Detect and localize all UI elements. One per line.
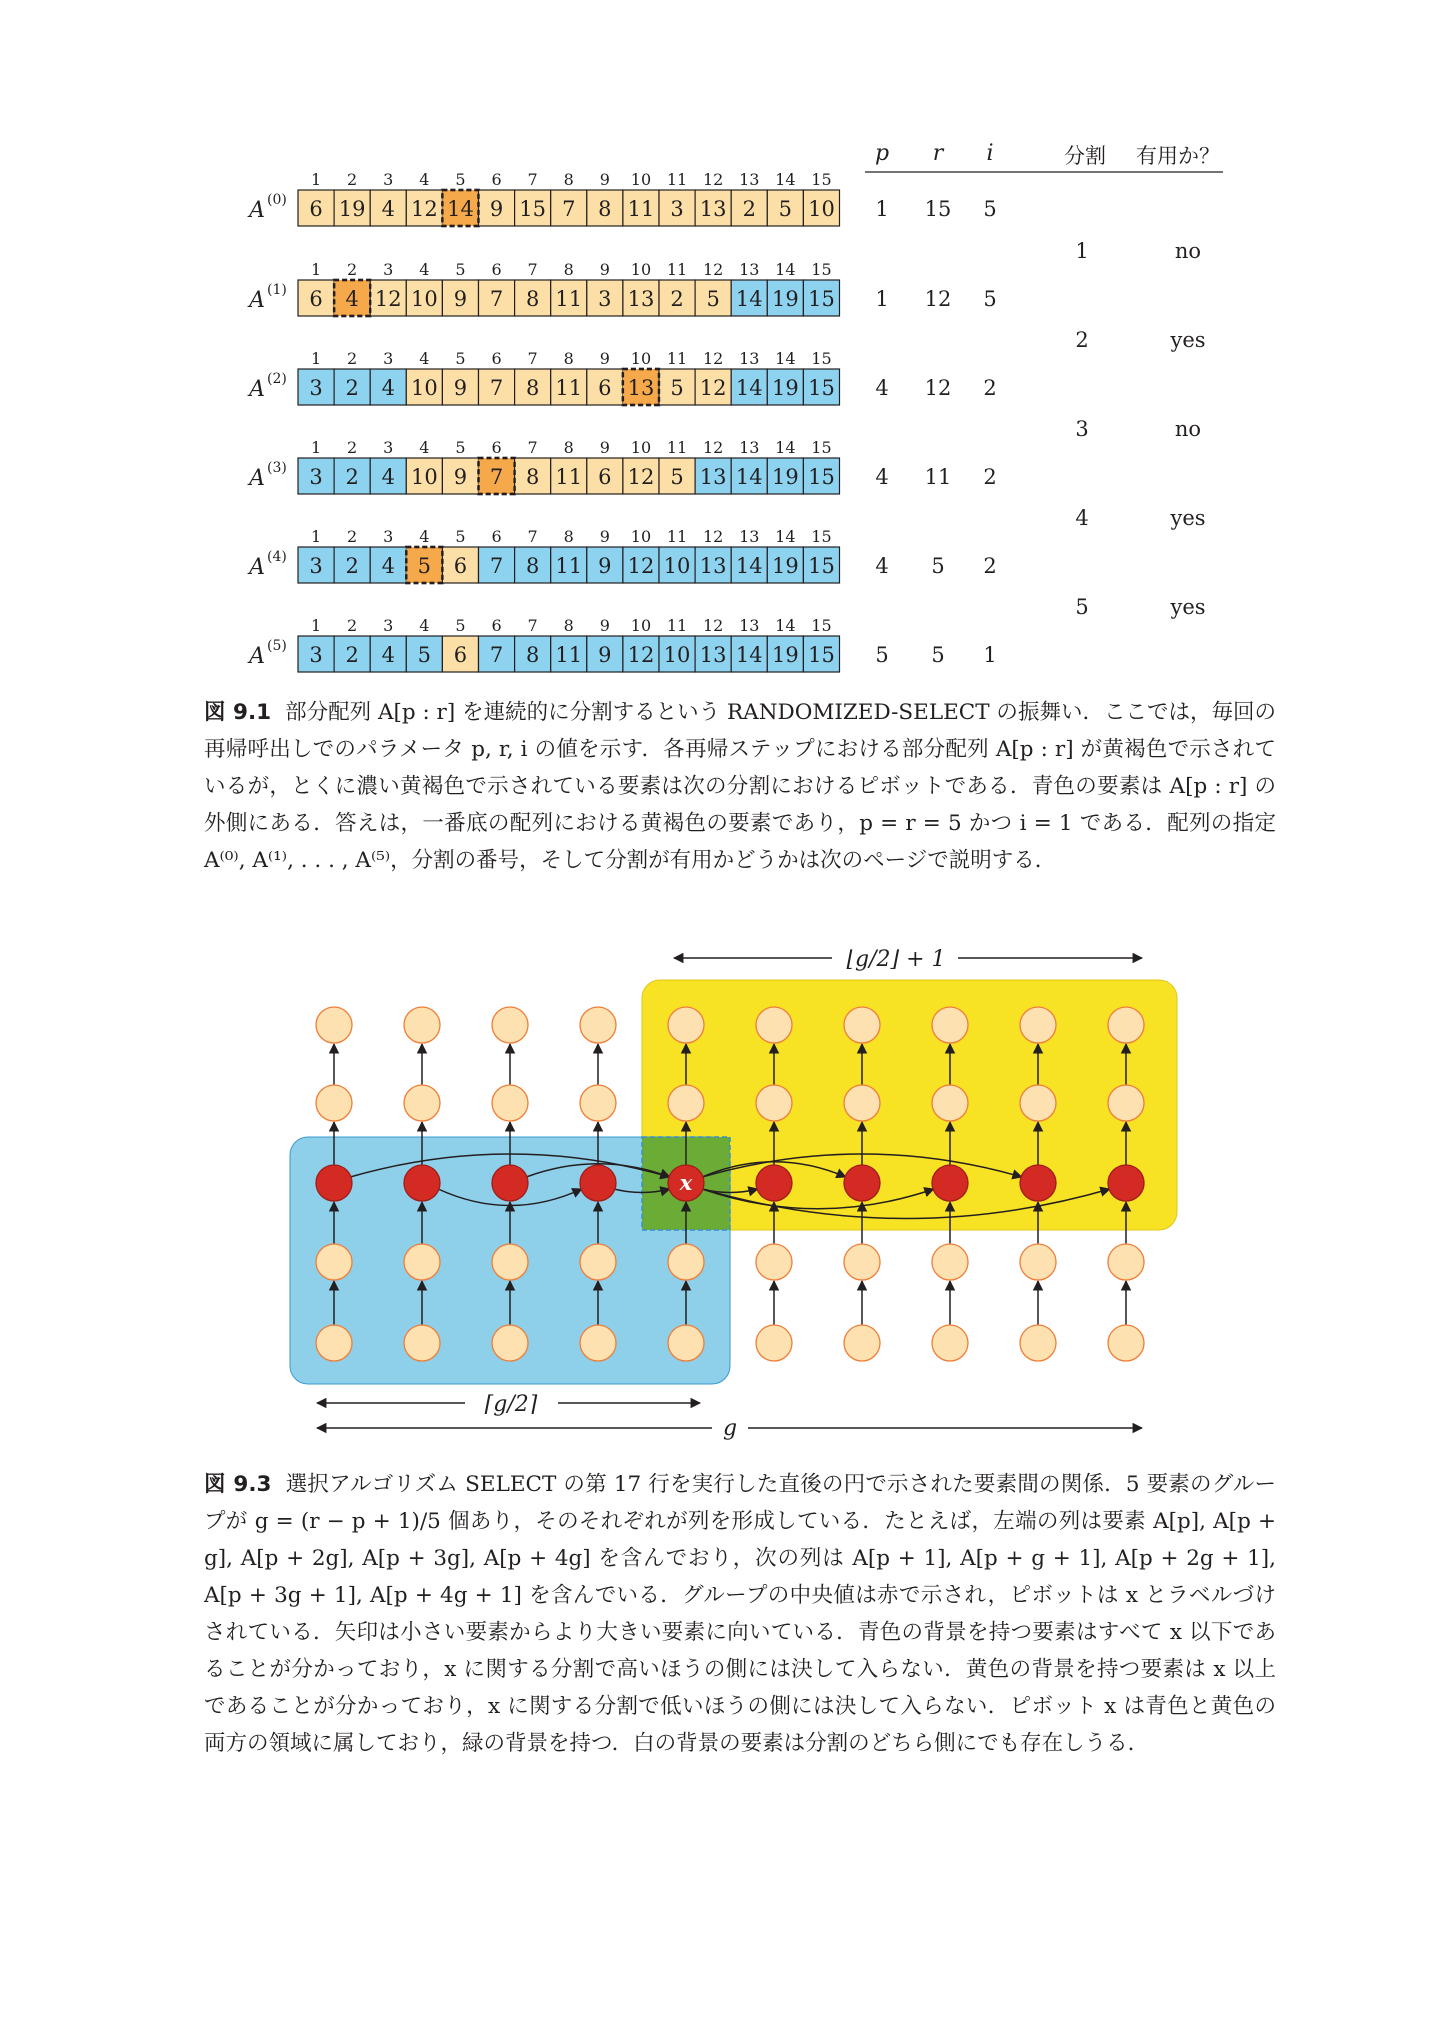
- index-label: 12: [702, 438, 724, 457]
- cell-value: 15: [808, 554, 835, 578]
- param-p: 5: [875, 643, 889, 667]
- cell-value: 3: [598, 287, 612, 311]
- index-label: 10: [630, 170, 652, 189]
- element-node: [844, 1244, 880, 1280]
- cell-value: 5: [670, 376, 684, 400]
- index-label: 3: [383, 616, 394, 635]
- index-label: 11: [666, 349, 688, 368]
- index-label: 4: [419, 260, 430, 279]
- header-p: p: [874, 141, 890, 166]
- cell-value: 6: [453, 643, 468, 667]
- element-node: [1020, 1325, 1056, 1361]
- index-label: 3: [383, 349, 394, 368]
- cell-value: 2: [742, 197, 756, 221]
- index-label: 3: [383, 438, 394, 457]
- row-label-sup: (1): [267, 282, 287, 298]
- index-label: 15: [811, 170, 832, 189]
- partition-useful: no: [1174, 239, 1202, 263]
- index-label: 12: [702, 260, 724, 279]
- index-label: 4: [419, 170, 430, 189]
- element-node: [668, 1244, 704, 1280]
- median-node: [1108, 1165, 1144, 1201]
- cell-value: 19: [771, 643, 799, 667]
- element-node: [316, 1085, 352, 1121]
- element-node: [1108, 1007, 1144, 1043]
- median-node: [492, 1165, 528, 1201]
- index-label: 1: [310, 349, 322, 368]
- index-label: 13: [739, 438, 760, 457]
- cell-value: 19: [338, 197, 366, 221]
- cell-value: 14: [735, 376, 763, 400]
- element-node: [404, 1244, 440, 1280]
- cell-value: 5: [778, 197, 793, 221]
- index-label: 11: [666, 260, 688, 279]
- cell-value: 19: [771, 554, 799, 578]
- index-label: 11: [666, 616, 688, 635]
- element-node: [932, 1325, 968, 1361]
- index-label: 7: [527, 349, 538, 368]
- element-node: [1108, 1085, 1144, 1121]
- index-label: 1: [310, 170, 322, 189]
- element-node: [492, 1325, 528, 1361]
- cell-value: 12: [627, 643, 655, 667]
- index-label: 9: [599, 170, 610, 189]
- cell-value: 12: [410, 197, 438, 221]
- param-r: 5: [931, 554, 945, 578]
- index-label: 12: [702, 527, 724, 546]
- index-label: 10: [630, 260, 652, 279]
- partition-useful: yes: [1170, 506, 1206, 530]
- row-label-sup: (2): [267, 371, 287, 387]
- median-node: [932, 1165, 968, 1201]
- param-r: 12: [924, 376, 952, 400]
- cell-value: 15: [808, 376, 835, 400]
- element-node: [932, 1085, 968, 1121]
- cell-value: 14: [735, 554, 763, 578]
- cell-value: 2: [345, 465, 359, 489]
- element-node: [756, 1007, 792, 1043]
- element-node: [316, 1007, 352, 1043]
- row-label-sup: (4): [267, 549, 287, 565]
- cell-value: 14: [735, 465, 763, 489]
- cell-value: 2: [345, 376, 359, 400]
- cell-value: 9: [598, 554, 612, 578]
- caption-text: 部分配列 A[p : r] を連続的に分割するという RANDOMIZED-SELECT の振舞い．ここでは，毎回の再帰呼出しでのパラメータ p, r, i の値を示す．各再帰ステップにおける部分配列 A[p : r] が黄褐色で示されているが，とくに濃い黄褐色で示されている要素は次の分割におけるピボットである．青色の要素は A[p : r] の外側にある．答えは，一番底の配列における黄褐色の要素であり，p = r = 5 かつ i = 1 である．配列の指定 A⁽⁰⁾, A⁽¹⁾, . . . , A⁽⁵⁾，分割の番号，そして分割が有用かどうかは次のページで説明する．: [204, 700, 1277, 873]
- cell-value: 9: [453, 465, 468, 489]
- index-label: 9: [599, 349, 610, 368]
- index-label: 6: [491, 616, 502, 635]
- element-node: [580, 1085, 616, 1121]
- row-label: A: [249, 555, 265, 580]
- cell-value: 4: [381, 643, 395, 667]
- cell-value: 14: [447, 197, 474, 221]
- element-node: [668, 1325, 704, 1361]
- element-node: [404, 1085, 440, 1121]
- median-node: [844, 1165, 880, 1201]
- cell-value: 12: [374, 287, 402, 311]
- param-i: 2: [983, 554, 997, 578]
- index-label: 1: [310, 260, 322, 279]
- index-label: 8: [563, 170, 574, 189]
- cell-value: 15: [808, 643, 835, 667]
- index-label: 12: [702, 170, 724, 189]
- cell-value: 4: [345, 287, 359, 311]
- cell-value: 4: [381, 197, 395, 221]
- index-label: 13: [739, 527, 760, 546]
- index-label: 8: [563, 438, 574, 457]
- figure-9-3: [0, 900, 1433, 1440]
- cell-value: 2: [345, 643, 359, 667]
- header-i: i: [986, 141, 994, 166]
- median-node: [580, 1165, 616, 1201]
- cell-value: 10: [410, 287, 438, 311]
- index-label: 15: [811, 438, 832, 457]
- caption-label: 図 9.1: [204, 700, 272, 725]
- cell-value: 9: [598, 643, 612, 667]
- cell-value: 8: [525, 554, 540, 578]
- element-node: [1020, 1244, 1056, 1280]
- cell-value: 7: [489, 287, 504, 311]
- element-node: [668, 1085, 704, 1121]
- index-label: 9: [599, 527, 610, 546]
- element-node: [844, 1085, 880, 1121]
- index-label: 5: [455, 438, 466, 457]
- cell-value: 3: [309, 376, 323, 400]
- index-label: 4: [419, 527, 430, 546]
- element-node: [932, 1244, 968, 1280]
- index-label: 4: [419, 349, 430, 368]
- index-label: 6: [491, 260, 502, 279]
- index-label: 8: [563, 260, 574, 279]
- index-label: 13: [739, 616, 760, 635]
- cell-value: 6: [453, 554, 468, 578]
- cell-value: 19: [771, 287, 799, 311]
- partition-number: 2: [1075, 328, 1089, 352]
- index-label: 5: [455, 616, 466, 635]
- ceil-span-label: ⌈g/2⌉: [484, 1392, 538, 1417]
- cell-value: 15: [808, 287, 835, 311]
- index-label: 9: [599, 616, 610, 635]
- index-label: 2: [347, 170, 358, 189]
- header-useful: 有用か？: [1136, 144, 1220, 168]
- cell-value: 10: [410, 376, 438, 400]
- element-node: [1108, 1325, 1144, 1361]
- cell-value: 10: [663, 643, 691, 667]
- element-node: [580, 1244, 616, 1280]
- index-label: 14: [775, 527, 796, 546]
- index-label: 3: [383, 260, 394, 279]
- param-p: 4: [875, 465, 889, 489]
- index-label: 14: [775, 349, 796, 368]
- param-r: 12: [924, 287, 952, 311]
- param-r: 15: [924, 197, 952, 221]
- param-i: 2: [983, 376, 997, 400]
- cell-value: 11: [555, 643, 583, 667]
- cell-value: 8: [525, 465, 540, 489]
- element-node: [1108, 1244, 1144, 1280]
- cell-value: 5: [417, 643, 432, 667]
- index-label: 2: [347, 616, 358, 635]
- cell-value: 19: [771, 465, 799, 489]
- index-label: 4: [419, 616, 430, 635]
- index-label: 11: [666, 170, 688, 189]
- index-label: 8: [563, 616, 574, 635]
- cell-value: 11: [555, 376, 583, 400]
- index-label: 5: [455, 170, 466, 189]
- index-label: 3: [383, 170, 394, 189]
- element-node: [316, 1325, 352, 1361]
- row-label-sup: (5): [267, 638, 287, 654]
- index-label: 15: [811, 260, 832, 279]
- element-node: [316, 1244, 352, 1280]
- element-node: [1020, 1007, 1056, 1043]
- caption-text-2: 選択アルゴリズム SELECT の第 17 行を実行した直後の円で示された要素間の関係．5 要素のグループが g = (r − p + 1)/5 個あり，そのそれぞれが列を形成している．たとえば，左端の列は要素 A[p], A[p + g], A[p + 2g], A[p + 3g], A[p + 4g] を含んでおり，次の列は A[p + 1], A[p + g + 1], A[p + 2g + 1], A[p + 3g + 1], A[p + 4g + 1] を含んでいる．グループの中央値は赤で示され，ピボットは x とラベルづけされている．矢印は小さい要素からより大きい要素に向いている．青色の背景を持つ要素はすべて x 以下であることが分かっており，x に関する分割で高いほうの側には決して入らない．黄色の背景を持つ要素は x 以上であることが分かっており，x に関する分割で低いほうの側には決して入らない．ピボット x は青色と黄色の両方の領域に属しており，緑の背景を持つ．白の背景の要素は分割のどちら側にでも存在しうる．: [204, 1472, 1276, 1756]
- cell-value: 3: [670, 197, 684, 221]
- index-label: 11: [666, 438, 688, 457]
- figure-9-1-caption: [204, 694, 1276, 879]
- cell-value: 4: [381, 465, 395, 489]
- element-node: [756, 1085, 792, 1121]
- element-node: [756, 1325, 792, 1361]
- index-label: 7: [527, 170, 538, 189]
- cell-value: 6: [309, 287, 323, 311]
- index-label: 7: [527, 616, 538, 635]
- element-node: [492, 1007, 528, 1043]
- element-node: [404, 1007, 440, 1043]
- partition-number: 3: [1075, 417, 1089, 441]
- cell-value: 7: [489, 465, 504, 489]
- index-label: 15: [811, 527, 832, 546]
- g-span-label: g: [722, 1416, 738, 1440]
- partition-number: 1: [1075, 239, 1089, 263]
- index-label: 6: [491, 349, 502, 368]
- index-label: 8: [563, 527, 574, 546]
- index-label: 13: [739, 260, 760, 279]
- cell-value: 5: [417, 554, 432, 578]
- index-label: 14: [775, 170, 796, 189]
- cell-value: 10: [808, 197, 835, 221]
- element-node: [492, 1085, 528, 1121]
- figure-9-1: [0, 0, 1433, 690]
- index-label: 12: [702, 616, 724, 635]
- row-label: A: [249, 288, 265, 313]
- param-r: 5: [931, 643, 945, 667]
- cell-value: 5: [706, 287, 720, 311]
- element-node: [932, 1007, 968, 1043]
- row-label: A: [249, 644, 265, 669]
- index-label: 1: [310, 527, 322, 546]
- cell-value: 6: [309, 197, 323, 221]
- param-p: 4: [875, 554, 889, 578]
- cell-value: 12: [699, 376, 727, 400]
- cell-value: 12: [627, 554, 655, 578]
- median-node: [404, 1165, 440, 1201]
- element-node: [580, 1007, 616, 1043]
- index-label: 5: [455, 527, 466, 546]
- cell-value: 2: [670, 287, 684, 311]
- element-node: [756, 1244, 792, 1280]
- index-label: 1: [310, 616, 322, 635]
- index-label: 13: [739, 349, 760, 368]
- cell-value: 12: [627, 465, 655, 489]
- cell-value: 7: [489, 376, 504, 400]
- cell-value: 3: [309, 554, 323, 578]
- partition-useful: yes: [1170, 328, 1206, 352]
- param-r: 11: [924, 465, 952, 489]
- row-label: A: [249, 377, 265, 402]
- cell-value: 5: [670, 465, 684, 489]
- cell-value: 13: [699, 465, 727, 489]
- cell-value: 13: [699, 643, 727, 667]
- cell-value: 15: [519, 197, 547, 221]
- partition-useful: yes: [1170, 595, 1206, 619]
- cell-value: 7: [562, 197, 576, 221]
- index-label: 5: [455, 349, 466, 368]
- row-label-sup: (0): [267, 192, 287, 208]
- cell-value: 9: [453, 287, 468, 311]
- element-node: [844, 1007, 880, 1043]
- median-node: [316, 1165, 352, 1201]
- element-node: [668, 1007, 704, 1043]
- cell-value: 8: [598, 197, 612, 221]
- index-label: 6: [491, 438, 502, 457]
- cell-value: 13: [699, 197, 727, 221]
- top-span-label: ⌊g/2⌋ + 1: [846, 947, 946, 972]
- cell-value: 3: [309, 643, 323, 667]
- cell-value: 2: [345, 554, 359, 578]
- param-i: 2: [983, 465, 997, 489]
- index-label: 11: [666, 527, 688, 546]
- cell-value: 6: [598, 465, 612, 489]
- element-node: [580, 1325, 616, 1361]
- cell-value: 13: [627, 287, 655, 311]
- index-label: 1: [310, 438, 322, 457]
- index-label: 14: [775, 616, 796, 635]
- index-label: 4: [419, 438, 430, 457]
- index-label: 2: [347, 260, 358, 279]
- index-label: 15: [811, 349, 832, 368]
- index-label: 15: [811, 616, 832, 635]
- index-label: 7: [527, 438, 538, 457]
- cell-value: 14: [735, 643, 763, 667]
- row-label: A: [249, 466, 265, 491]
- index-label: 9: [599, 260, 610, 279]
- figure-9-3-caption: [204, 1466, 1276, 1762]
- param-p: 1: [875, 287, 889, 311]
- cell-value: 11: [627, 197, 655, 221]
- cell-value: 10: [410, 465, 438, 489]
- index-label: 9: [599, 438, 610, 457]
- partition-useful: no: [1174, 417, 1202, 441]
- index-label: 10: [630, 438, 652, 457]
- param-i: 5: [983, 287, 997, 311]
- element-node: [844, 1325, 880, 1361]
- cell-value: 19: [771, 376, 799, 400]
- param-p: 4: [875, 376, 889, 400]
- index-label: 2: [347, 527, 358, 546]
- cell-value: 9: [453, 376, 468, 400]
- param-i: 5: [983, 197, 997, 221]
- element-node: [1020, 1085, 1056, 1121]
- cell-value: 7: [489, 643, 504, 667]
- index-label: 12: [702, 349, 724, 368]
- index-label: 14: [775, 260, 796, 279]
- cell-value: 9: [489, 197, 504, 221]
- index-label: 10: [630, 616, 652, 635]
- element-node: [404, 1325, 440, 1361]
- index-label: 13: [739, 170, 760, 189]
- cell-value: 4: [381, 376, 395, 400]
- index-label: 6: [491, 527, 502, 546]
- cell-value: 13: [627, 376, 655, 400]
- index-label: 8: [563, 349, 574, 368]
- param-i: 1: [983, 643, 997, 667]
- cell-value: 11: [555, 287, 583, 311]
- index-label: 10: [630, 349, 652, 368]
- param-p: 1: [875, 197, 889, 221]
- cell-value: 11: [555, 465, 583, 489]
- index-label: 7: [527, 260, 538, 279]
- index-label: 7: [527, 527, 538, 546]
- cell-value: 15: [808, 465, 835, 489]
- cell-value: 3: [309, 465, 323, 489]
- median-node: [756, 1165, 792, 1201]
- partition-number: 5: [1075, 595, 1089, 619]
- index-label: 10: [630, 527, 652, 546]
- row-label-sup: (3): [267, 460, 287, 476]
- index-label: 5: [455, 260, 466, 279]
- cell-value: 8: [525, 643, 540, 667]
- cell-value: 11: [555, 554, 583, 578]
- cell-value: 4: [381, 554, 395, 578]
- caption-label-2: 図 9.3: [204, 1472, 272, 1497]
- row-label: A: [249, 198, 265, 223]
- element-node: [492, 1244, 528, 1280]
- cell-value: 8: [525, 287, 540, 311]
- header-r: r: [932, 141, 944, 166]
- cell-value: 8: [525, 376, 540, 400]
- cell-value: 14: [735, 287, 763, 311]
- index-label: 2: [347, 349, 358, 368]
- index-label: 14: [775, 438, 796, 457]
- cell-value: 6: [598, 376, 612, 400]
- cell-value: 7: [489, 554, 504, 578]
- index-label: 3: [383, 527, 394, 546]
- header-partition: 分割: [1064, 144, 1106, 168]
- cell-value: 13: [699, 554, 727, 578]
- cell-value: 10: [663, 554, 691, 578]
- partition-number: 4: [1075, 506, 1089, 530]
- index-label: 6: [491, 170, 502, 189]
- median-node: [1020, 1165, 1056, 1201]
- pivot-label: x: [679, 1170, 693, 1195]
- index-label: 2: [347, 438, 358, 457]
